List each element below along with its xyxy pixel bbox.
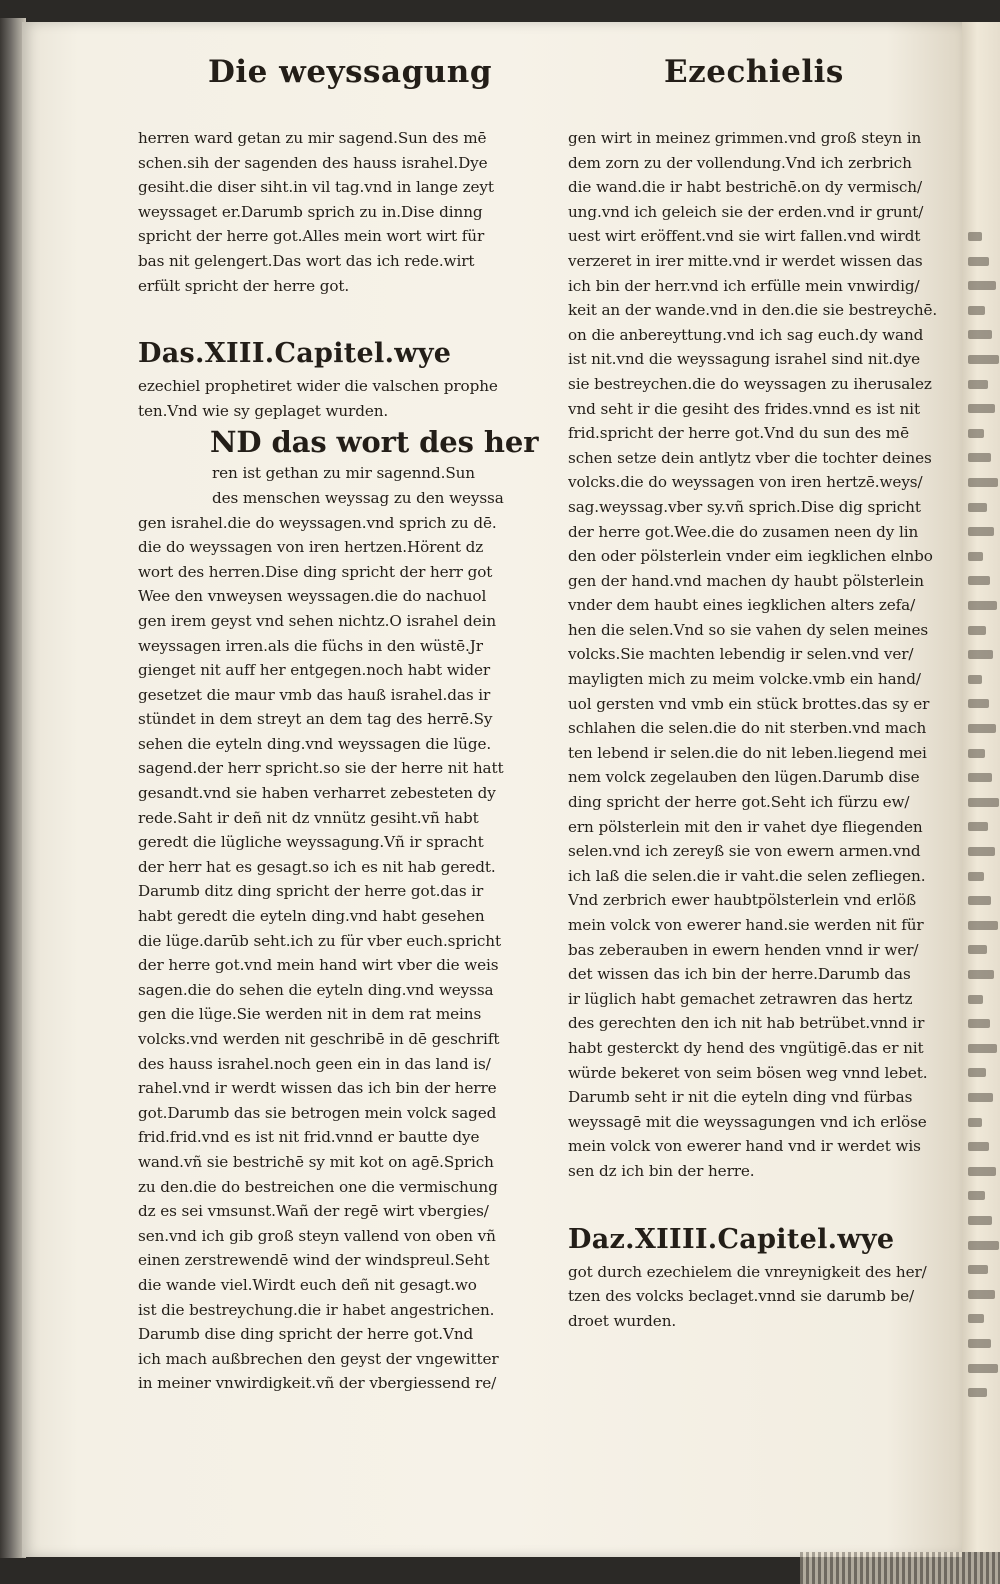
text-line: volcks.die do weyssagen von iren hertzē.weys/ bbox=[568, 473, 923, 492]
text-line: ten.Vnd wie sy geplaget wurden. bbox=[138, 401, 389, 420]
text-line: sen dz ich bin der herre. bbox=[568, 1161, 755, 1180]
text-line: spricht der herre got.Alles mein wort wirt für bbox=[138, 227, 485, 246]
left-intro-lines bbox=[138, 126, 530, 298]
text-line: gienget nit auff her entgegen.noch habt wider bbox=[138, 661, 491, 680]
next-page-text-fragment bbox=[968, 699, 989, 708]
text-line: sag.weyssag.vber sy.vñ sprich.Dise dig spricht bbox=[568, 497, 921, 516]
text-line: ten lebend ir selen.die do nit leben.liegend mei bbox=[568, 743, 927, 762]
next-page-text-fragment bbox=[968, 527, 994, 536]
text-line: habt geredt die eyteln ding.vnd habt gesehen bbox=[138, 907, 485, 926]
text-line: weyssaget er.Darumb sprich zu in.Dise dinng bbox=[138, 202, 483, 221]
book-page bbox=[22, 22, 962, 1557]
text-line: hen die selen.Vnd so sie vahen dy selen meines bbox=[568, 620, 929, 639]
text-line: schen setze dein antlytz vber die tochter deines bbox=[568, 448, 932, 467]
next-page-text-fragment bbox=[968, 1290, 995, 1299]
text-line: ir lüglich habt gemachet zetrawren das hertz bbox=[568, 989, 913, 1008]
text-line: weyssagen irren.als die füchs in den wüstē.Jr bbox=[138, 636, 483, 655]
text-line: ich laß die selen.die ir vaht.die selen zefliegen. bbox=[568, 866, 926, 885]
text-line: gen israhel.die do weyssagen.vnd sprich zu dē. bbox=[138, 513, 497, 532]
chapter-13-subtitle bbox=[138, 374, 530, 423]
next-page-text-fragment bbox=[968, 724, 996, 733]
next-page-text-fragment bbox=[968, 970, 994, 979]
text-line: droet wurden. bbox=[568, 1311, 677, 1330]
next-page-text-fragment bbox=[968, 675, 982, 684]
next-page-text-fragment bbox=[968, 1019, 990, 1028]
chapter-13-heading: Das.XIII.Capitel.wye bbox=[138, 338, 452, 370]
text-line: ern pölsterlein mit den ir vahet dye fliegenden bbox=[568, 817, 923, 836]
chapter-14-subtitle bbox=[568, 1260, 968, 1334]
chapter-14-heading: Daz.XIIII.Capitel.wye bbox=[568, 1223, 895, 1255]
text-line: erfült spricht der herre got. bbox=[138, 276, 350, 295]
next-page-text-fragment bbox=[968, 995, 983, 1004]
next-page-text-fragment bbox=[968, 1118, 982, 1127]
text-line: rede.Saht ir deñ nit dz vnnütz gesiht.vñ habt bbox=[138, 808, 479, 827]
text-line: sagen.die do sehen die eyteln ding.vnd weyssa bbox=[138, 980, 494, 999]
text-line: vnder dem haubt eines iegklichen alters zefa/ bbox=[568, 596, 916, 615]
next-page-text-fragment bbox=[968, 380, 988, 389]
text-line: sie bestreychen.die do weyssagen zu iherusalez bbox=[568, 374, 932, 393]
next-page-text-fragment bbox=[968, 1191, 985, 1200]
next-page-text-fragment bbox=[968, 1044, 997, 1053]
text-line: sehen die eyteln ding.vnd weyssagen die lüge. bbox=[138, 734, 492, 753]
text-line: Wee den vnweysen weyssagen.die do nachuol bbox=[138, 587, 487, 606]
text-line: gen irem geyst vnd sehen nichtz.O israhel dein bbox=[138, 611, 497, 630]
text-line: gesandt.vnd sie haben verharret zebesteten dy bbox=[138, 784, 496, 803]
text-line: sen.vnd ich gib groß steyn vallend von oben vñ bbox=[138, 1226, 496, 1245]
next-page-text-fragment bbox=[968, 453, 991, 462]
next-page-text-fragment bbox=[968, 232, 982, 241]
next-page-text-fragment bbox=[968, 1241, 999, 1250]
text-line: des hauss israhel.noch geen ein in das land is/ bbox=[138, 1054, 491, 1073]
text-line: Vnd zerbrich ewer haubtpölsterlein vnd erlöß bbox=[568, 891, 917, 910]
text-line: ist die bestreychung.die ir habet angestrichen. bbox=[138, 1300, 495, 1319]
next-page-text-fragment bbox=[968, 306, 985, 315]
text-line: stündet in dem streyt an dem tag des herrē.Sy bbox=[138, 710, 493, 729]
next-page-text-fragment bbox=[968, 1216, 992, 1225]
text-line: gesiht.die diser siht.in vil tag.vnd in lange zeyt bbox=[138, 178, 494, 197]
text-line: des gerechten den ich nit hab betrübet.vnnd ir bbox=[568, 1014, 925, 1033]
next-page-text-fragment bbox=[968, 1314, 984, 1323]
next-page-text-fragment bbox=[968, 822, 988, 831]
text-line: on die anbereyttung.vnd ich sag euch.dy wand bbox=[568, 325, 924, 344]
text-line: uest wirt eröffent.vnd sie wirt fallen.vnd wirdt bbox=[568, 227, 921, 246]
text-line: zu den.die do bestreichen one die vermischung bbox=[138, 1177, 498, 1196]
next-page-text-fragment bbox=[968, 749, 985, 758]
next-page-text-fragment bbox=[968, 1093, 993, 1102]
text-line: frid.frid.vnd es ist nit frid.vnnd er bautte dye bbox=[138, 1128, 480, 1147]
text-line: die wand.die ir habt bestrichē.on dy vermisch/ bbox=[568, 178, 923, 197]
next-page-text-fragment bbox=[968, 404, 995, 413]
text-line: sagend.der herr spricht.so sie der herre nit hatt bbox=[138, 759, 504, 778]
text-line: mein volck von ewerer hand vnd ir werdet wis bbox=[568, 1137, 921, 1156]
text-line: die do weyssagen von iren hertzen.Hörent dz bbox=[138, 538, 484, 557]
chapter-13-body bbox=[138, 511, 530, 1396]
text-line: rahel.vnd ir werdt wissen das ich bin der herre bbox=[138, 1079, 497, 1098]
text-line: got.Darumb das sie betrogen mein volck saged bbox=[138, 1103, 497, 1122]
text-line: herren ward getan zu mir sagend.Sun des mē bbox=[138, 129, 487, 147]
text-line: frid.spricht der herre got.Vnd du sun des mē bbox=[568, 424, 909, 443]
next-page-text-fragment bbox=[968, 576, 990, 585]
text-line: vnd seht ir die gesiht des frides.vnnd es ist nit bbox=[568, 399, 920, 418]
text-line: keit an der wande.vnd in den.die sie bestreychē. bbox=[568, 301, 938, 320]
text-line: Darumb seht ir nit die eyteln ding vnd fürbas bbox=[568, 1088, 913, 1107]
next-page-text-fragment bbox=[968, 355, 999, 364]
text-line: selen.vnd ich zereyß sie von ewern armen.vnd bbox=[568, 842, 921, 861]
text-line: dem zorn zu der vollendung.Vnd ich zerbrich bbox=[568, 153, 912, 172]
text-line: wand.vñ sie bestrichē sy mit kot on agē.Sprich bbox=[138, 1152, 494, 1171]
running-head-left: Die weyssagung bbox=[208, 54, 493, 90]
text-line: ren ist gethan zu mir sagennd.Sun bbox=[212, 464, 475, 483]
chapter-13-continued-body bbox=[568, 126, 968, 1184]
text-line: ist nit.vnd die weyssagung israhel sind nit.dye bbox=[568, 350, 921, 369]
text-line: uol gersten vnd vmb ein stück brottes.das sy er bbox=[568, 694, 930, 713]
next-page-text-fragment bbox=[968, 1167, 996, 1176]
text-line: gesetzet die maur vmb das hauß israhel.das ir bbox=[138, 685, 491, 704]
next-page-text-fragment bbox=[968, 847, 995, 856]
text-line: die lüge.darūb seht.ich zu für vber euch.spricht bbox=[138, 931, 501, 950]
chapter-13-indented-lines bbox=[138, 461, 530, 510]
next-page-text-fragment bbox=[968, 601, 997, 610]
text-line: wort des herren.Dise ding spricht der herr got bbox=[138, 562, 493, 581]
next-page-text-fragment bbox=[968, 921, 998, 930]
right-text-column bbox=[568, 126, 968, 1333]
text-line: schen.sih der sagenden des hauss israhel.Dye bbox=[138, 153, 488, 172]
text-line: des menschen weyssag zu den weyssa bbox=[212, 488, 504, 507]
text-line: dz es sei vmsunst.Wañ der regē wirt vbergies/ bbox=[138, 1202, 489, 1221]
text-line: verzeret in irer mitte.vnd ir werdet wissen das bbox=[568, 251, 923, 270]
chapter-13-initial-line: ND das wort des her bbox=[210, 425, 539, 460]
text-line: den oder pölsterlein vnder eim iegklichen elnbo bbox=[568, 547, 933, 566]
running-head-right: Ezechielis bbox=[664, 54, 844, 90]
text-line: habt gesterckt dy hend des vngütigē.das er nit bbox=[568, 1038, 924, 1057]
next-page-text-fragment bbox=[968, 626, 986, 635]
next-page-text-fragment bbox=[968, 1265, 988, 1274]
next-page-text-fragment bbox=[968, 503, 987, 512]
text-line: ung.vnd ich geleich sie der erden.vnd ir grunt/ bbox=[568, 202, 924, 221]
next-page-text-fragment bbox=[968, 1339, 991, 1348]
text-line: bas zeberauben in ewern henden vnnd ir wer/ bbox=[568, 940, 919, 959]
text-line: der herre got.Wee.die do zusamen neen dy lin bbox=[568, 522, 919, 541]
text-line: der herr hat es gesagt.so ich es nit hab geredt. bbox=[138, 857, 496, 876]
next-page-text-fragment bbox=[968, 773, 992, 782]
text-line: bas nit gelengert.Das wort das ich rede.wirt bbox=[138, 251, 475, 270]
text-line: geredt die lügliche weyssagung.Vñ ir spracht bbox=[138, 833, 484, 852]
next-page-text-fragment bbox=[968, 429, 984, 438]
next-page-text-fragment bbox=[968, 896, 991, 905]
text-line: nem volck zegelauben den lügen.Darumb dise bbox=[568, 768, 920, 787]
page-fore-edge bbox=[800, 1552, 1000, 1584]
text-line: volcks.vnd werden nit geschribē in dē geschrift bbox=[138, 1030, 500, 1048]
text-line: ezechiel prophetiret wider die valschen prophe bbox=[138, 377, 498, 396]
text-line: Darumb ditz ding spricht der herre got.das ir bbox=[138, 882, 484, 901]
text-line: gen die lüge.Sie werden nit in dem rat meins bbox=[138, 1005, 482, 1024]
next-page-text-fragment bbox=[968, 650, 993, 659]
text-line: würde bekeret von seim bösen weg vnnd lebet. bbox=[568, 1063, 928, 1082]
text-line: got durch ezechielem die vnreynigkeit des her/ bbox=[568, 1262, 927, 1281]
text-line: Darumb dise ding spricht der herre got.Vnd bbox=[138, 1325, 474, 1344]
next-page-text-fragment bbox=[968, 798, 999, 807]
left-text-column bbox=[138, 126, 539, 1396]
next-page-text-fragment bbox=[968, 1388, 987, 1397]
text-line: gen wirt in meinez grimmen.vnd groß steyn in bbox=[568, 129, 922, 147]
next-page-text-fragment bbox=[968, 281, 996, 290]
next-page-edge bbox=[962, 22, 1000, 1552]
next-page-text-fragment bbox=[968, 330, 992, 339]
text-line: schlahen die selen.die do nit sterben.vnd mach bbox=[568, 719, 927, 738]
next-page-text-fragment bbox=[968, 257, 989, 266]
next-page-text-fragment bbox=[968, 1068, 986, 1077]
text-line: volcks.Sie machten lebendig ir selen.vnd ver/ bbox=[568, 645, 914, 664]
text-line: ich bin der herr.vnd ich erfülle mein vnwirdig/ bbox=[568, 276, 920, 295]
next-page-text-fragment bbox=[968, 478, 998, 487]
text-line: der herre got.vnd mein hand wirt vber die weis bbox=[138, 956, 499, 975]
next-page-text-fragment bbox=[968, 872, 984, 881]
text-line: tzen des volcks beclaget.vnnd sie darumb be/ bbox=[568, 1287, 915, 1306]
text-line: einen zerstrewendē wind der windspreul.Seht bbox=[138, 1251, 490, 1270]
text-line: gen der hand.vnd machen dy haubt pölsterlein bbox=[568, 571, 924, 590]
text-line: weyssagē mit die weyssagungen vnd ich erlöse bbox=[568, 1112, 927, 1131]
text-line: ich mach außbrechen den geyst der vngewitter bbox=[138, 1349, 499, 1368]
next-page-text-fragment bbox=[968, 945, 987, 954]
next-page-text-fragment bbox=[968, 552, 983, 561]
next-page-text-fragment bbox=[968, 1364, 998, 1373]
text-line: mayligten mich zu meim volcke.vmb ein hand/ bbox=[568, 670, 921, 689]
next-page-text-fragment bbox=[968, 1142, 989, 1151]
text-line: mein volck von ewerer hand.sie werden nit für bbox=[568, 916, 924, 934]
text-line: ding spricht der herre got.Seht ich fürzu ew/ bbox=[568, 793, 910, 812]
text-line: det wissen das ich bin der herre.Darumb das bbox=[568, 965, 911, 984]
text-line: in meiner vnwirdigkeit.vñ der vbergiessend re/ bbox=[138, 1374, 497, 1393]
text-line: die wande viel.Wirdt euch deñ nit gesagt.wo bbox=[138, 1275, 477, 1294]
